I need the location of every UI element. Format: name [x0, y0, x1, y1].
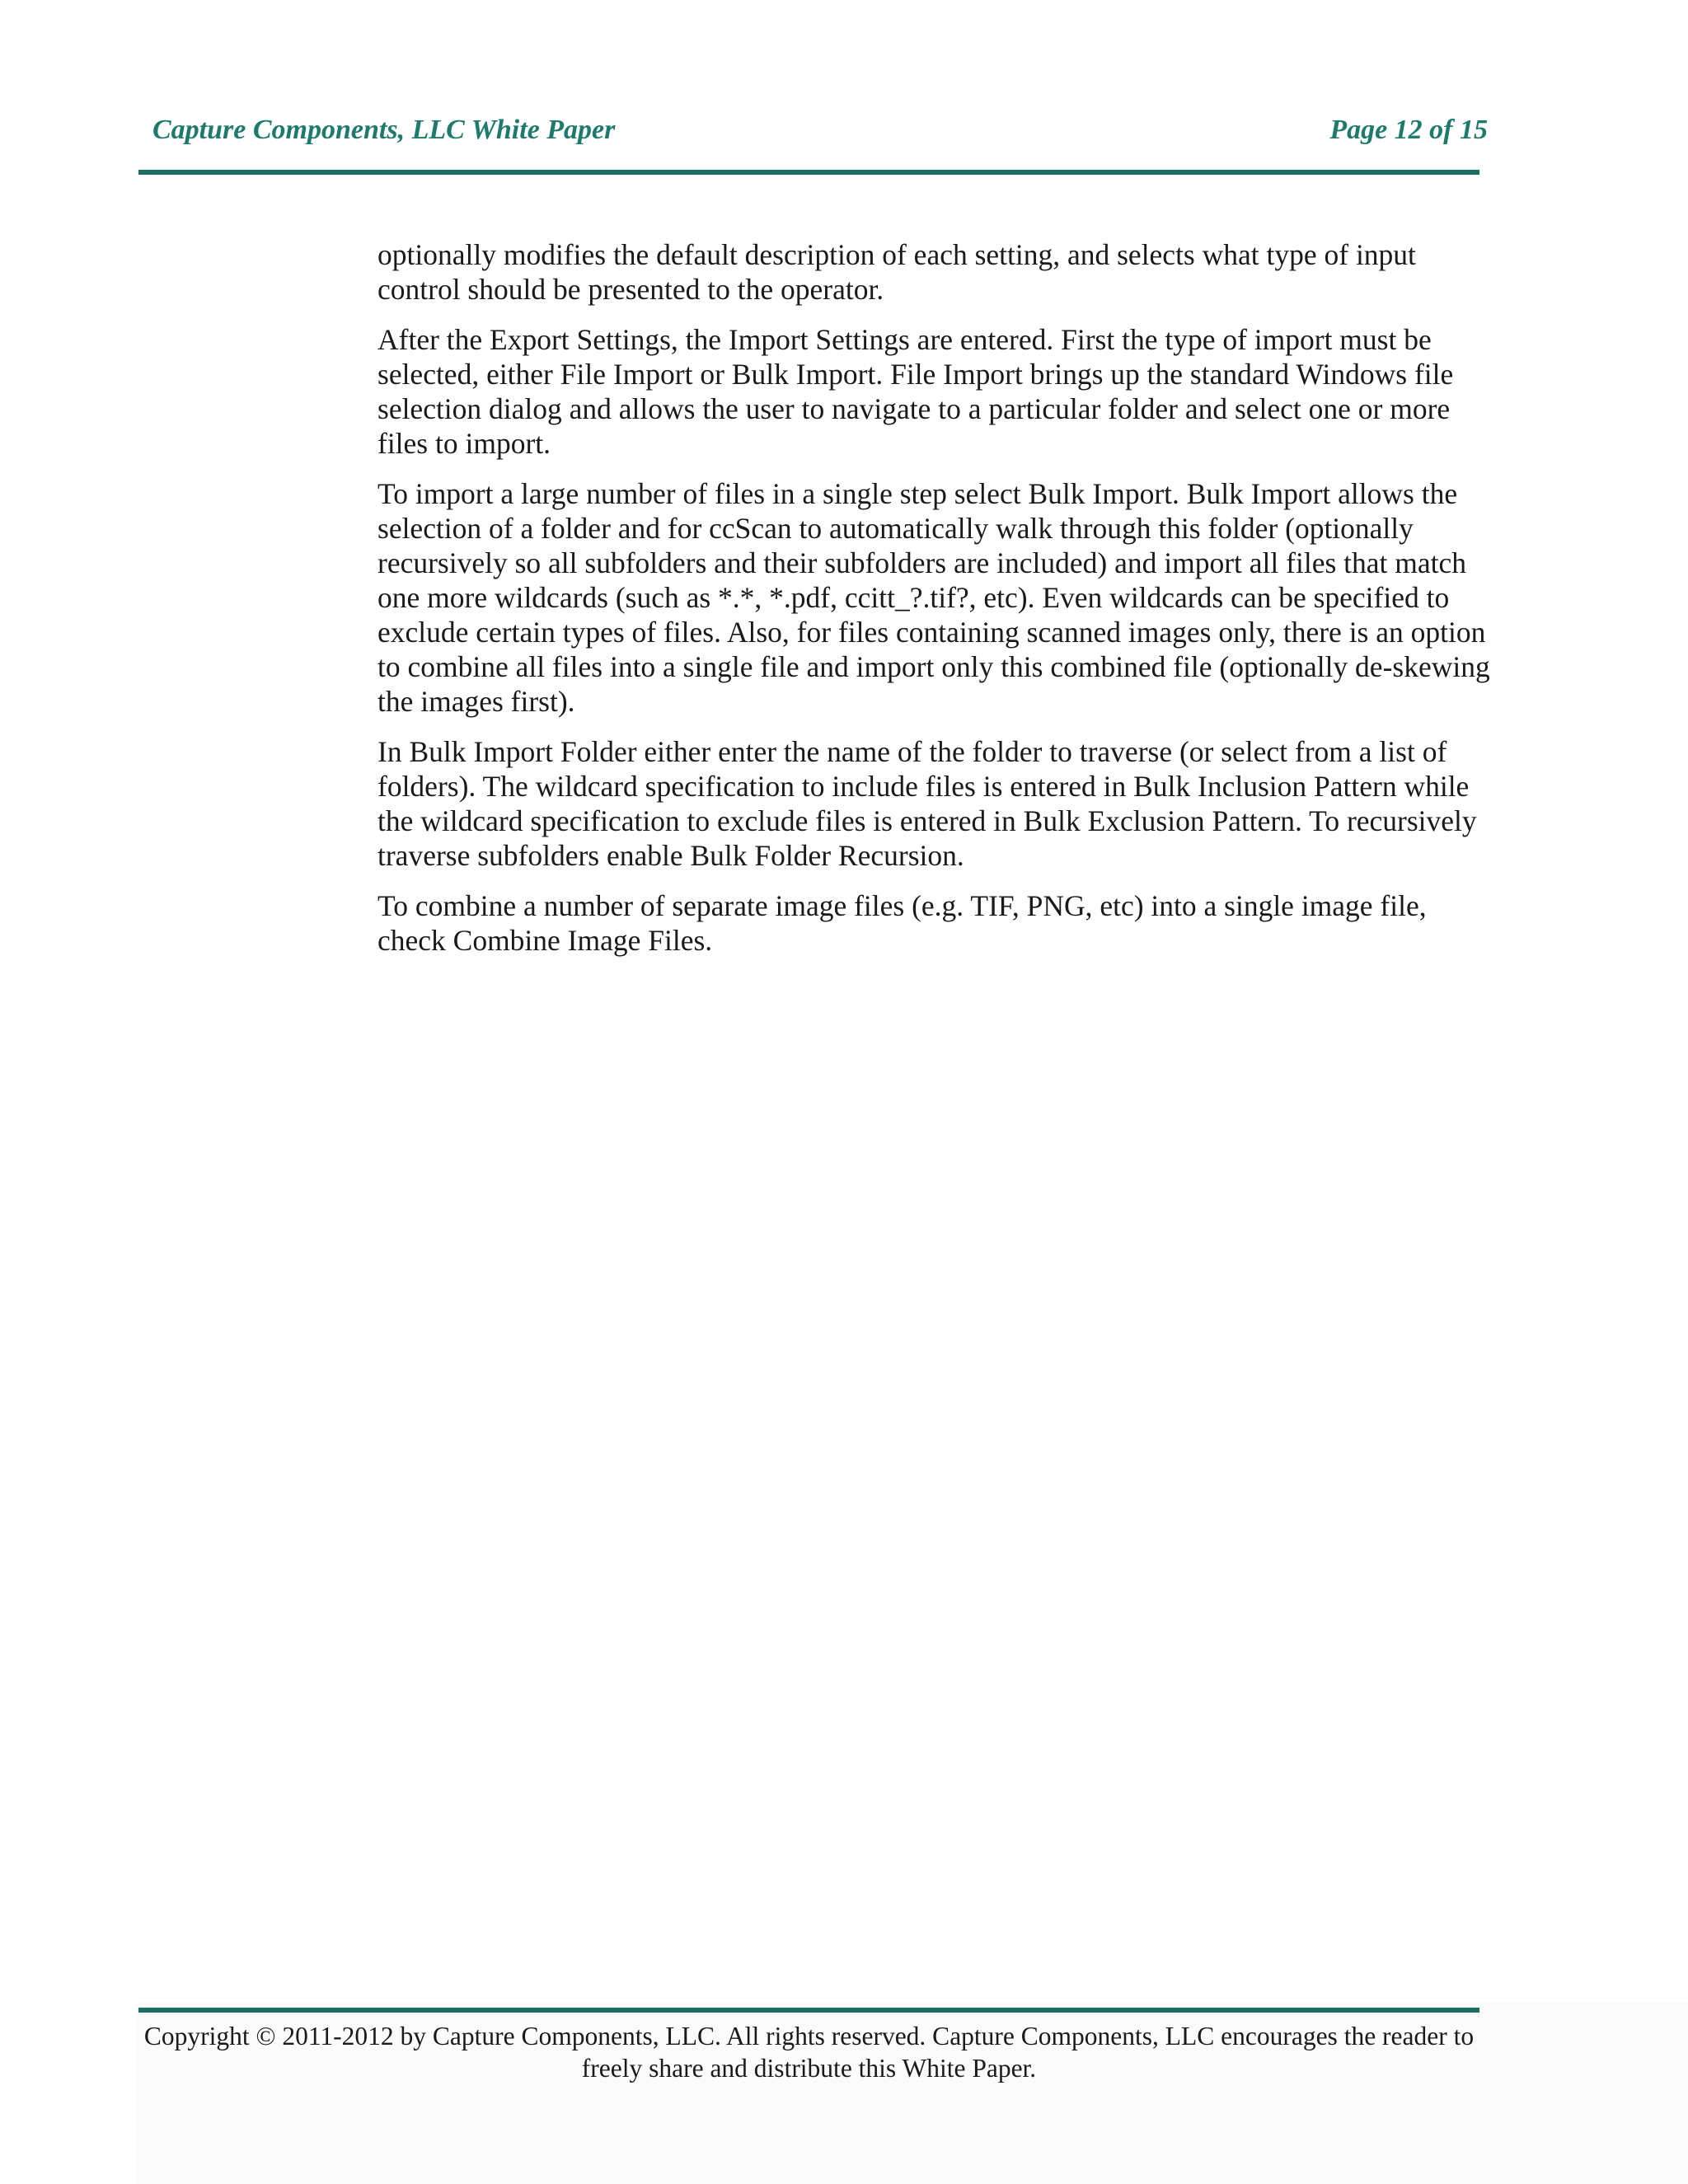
paragraph: To combine a number of separate image files (e.g. TIF, PNG, etc) into a single image file, check Combine Image Files. — [377, 889, 1427, 957]
paragraph: After the Export Settings, the Import Settings are entered. First the type of import must be selected, either File Import or Bulk Import. File Import brings up the standard Windows file selection dialog and allows the user to navigate to a particular folder and select one or more files to import. — [377, 323, 1454, 460]
page-header — [152, 110, 1488, 151]
paragraph: optionally modifies the default description of each setting, and selects what type of input control should be presented to the operator. — [377, 238, 1416, 306]
document-title: Capture Components, LLC White Paper — [152, 115, 616, 145]
document-body — [377, 237, 1490, 973]
paragraph: In Bulk Import Folder either enter the name of the folder to traverse (or select from a list of folders). The wildcard specification to include files is entered in Bulk Inclusion Pattern while the wildcard specification to exclude files is entered in Bulk Exclusion Pattern. To recursively traverse subfolders enable Bulk Folder Recursion. — [377, 735, 1477, 872]
paragraph: To import a large number of files in a single step select Bulk Import. Bulk Import allows the selection of a folder and for ccScan to automatically walk through this folder (optionally recursively so all subfolders and their subfolders are included) and import all files that match one more wildcards (such as *.*, *.pdf, ccitt_?.tif?, etc). Even wildcards can be specified to exclude certain types of files. Also, for files containing scanned images only, there is an option to combine all files into a single file and import only this combined file (optionally de-skewing the images first). — [377, 477, 1490, 718]
header-divider — [138, 170, 1479, 175]
footer-divider — [138, 2008, 1479, 2013]
copyright-footer: Copyright © 2011-2012 by Capture Components, LLC. All rights reserved. Capture Components, LLC encourages the reader to freely share and distribute this White Paper. — [143, 2022, 1475, 2083]
page-number: Page 12 of 15 — [1329, 115, 1488, 145]
